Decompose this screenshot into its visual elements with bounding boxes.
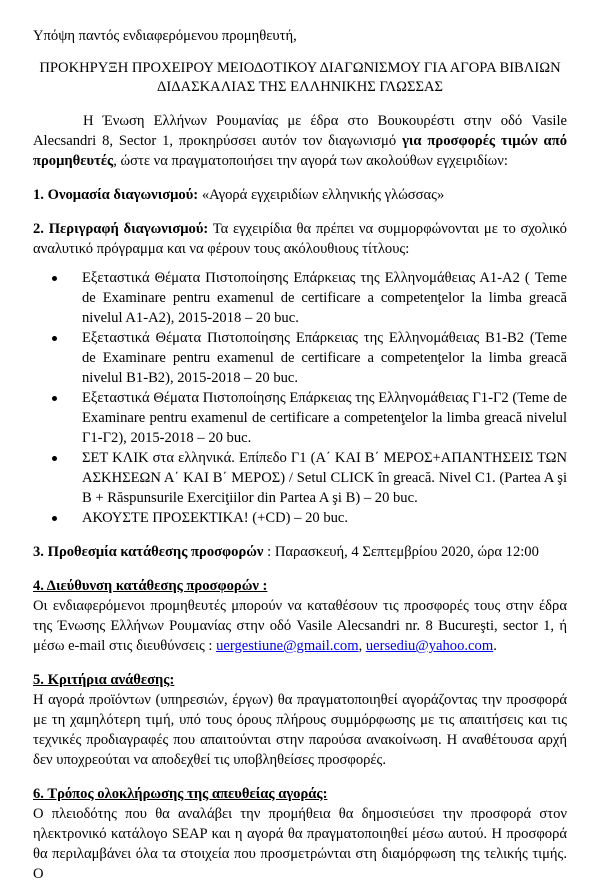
- section-6-text: Ο πλειοδότης που θα αναλάβει την προμήθεια θα δημοσιεύσει την προσφορά στον ηλεκτρονικό κατάλογο SEAP και η αγορά θα πραγματοποιηθεί μέσω αυτού. Η προσφορά θα περιλαμβάνει όλα τα στοιχεία που προσμετρώνται στη διαμόρφωση της τελικής τιμής. Ο: [33, 806, 567, 882]
- section-2: [33, 219, 567, 259]
- intro-paragraph: [33, 111, 567, 171]
- intro-text-end: , ώστε να πραγματοποιήσει την αγορά των ακολούθων εγχειριδίων:: [113, 153, 508, 169]
- title-line-1: ΠΡΟΚΗΡΥΞΗ ΠΡΟΧΕΙΡΟΥ ΜΕΙΟΔΟΤΙΚΟΥ ΔΙΑΓΩΝΙΣΜΟΥ ΓΙΑ ΑΓΟΡΑ ΒΙΒΛΙΩΝ: [39, 60, 561, 76]
- section-4-text: [33, 596, 567, 656]
- section-1-heading: 1. Ονομασία διαγωνισμού:: [33, 187, 199, 203]
- list-item-text: Εξεταστικά Θέματα Πιστοποίησης Επάρκειας της Ελληνομάθειας Γ1-Γ2 (Teme de Examinare pentru examenul de certificare a competenţelor la limba greacă nivelul Γ1-Γ2), 2015-2018 – 20 buc.: [82, 390, 567, 446]
- email-link-yahoo[interactable]: uersediu@yahoo.com: [365, 638, 494, 654]
- bullet-icon: [52, 456, 57, 461]
- email-separator: ,: [358, 638, 366, 654]
- intro-text: Η Ένωση Ελλήνων Ρουμανίας με έδρα στο Βουκουρέστι στην οδό Vasile Alecsandri 8, Sector 1, προκηρύσσει αυτόν τον διαγωνισμό: [33, 113, 567, 149]
- list-item-text: ΑΚΟΥΣΤΕ ΠΡΟΣΕΚΤΙΚΑ! (+CD) – 20 buc.: [82, 510, 349, 526]
- list-item: [33, 388, 567, 448]
- bullet-icon: [52, 396, 57, 401]
- section-4-body: Οι ενδιαφερόμενοι προμηθευτές μπορούν να καταθέσουν τις προσφορές τους στην έδρα της Ένωσης Ελλήνων Ρουμανίας στην οδό Vasile Alecsandri nr. 8 Bucureşti, sector 1, ή μέσω e-mail στις διευθύνσεις :: [33, 598, 567, 654]
- section-5-heading: [33, 670, 567, 690]
- section-3-text: : Παρασκευή, 4 Σεπτεμβρίου 2020, ώρα 12:00: [263, 544, 539, 560]
- section-3-heading: 3. Προθεσμία κατάθεσης προσφορών: [33, 544, 264, 560]
- list-item: [33, 448, 567, 508]
- email-link-gmail[interactable]: uergestiune@gmail.com: [216, 638, 359, 654]
- bullet-icon: [52, 276, 57, 281]
- bullet-icon: [52, 516, 57, 521]
- document-title: [33, 59, 567, 97]
- textbook-list: [33, 268, 567, 528]
- section-2-heading: 2. Περιγραφή διαγωνισμού:: [33, 221, 209, 237]
- section-6-heading-text: 6. Τρόπος ολοκλήρωσης της απευθείας αγοράς:: [33, 786, 328, 802]
- section-4-end: .: [493, 638, 497, 654]
- list-item: [33, 268, 567, 328]
- intro-bold-text: για προσφορές τιμών από προμηθευτές: [33, 133, 567, 169]
- list-item-text: Εξεταστικά Θέματα Πιστοποίησης Επάρκειας της Ελληνομάθειας Β1-Β2 (Teme de Examinare pentru examenul de certificare a competenţelor la limba greacă nivelul B1-B2), 2015-2018 – 20 buc.: [82, 330, 567, 386]
- section-1: [33, 185, 567, 205]
- section-4-heading: [33, 576, 567, 596]
- section-3: [33, 542, 567, 562]
- section-2-text: Τα εγχειρίδια θα πρέπει να συμμορφώνονται με το σχολικό αναλυτικό πρόγραμμα και να φέρουν τους ακόλουθιους τίτλους:: [33, 221, 567, 257]
- list-item-text: Εξεταστικά Θέματα Πιστοποίησης Επάρκειας της Ελληνομάθειας Α1-Α2 ( Teme de Examinare pentru examenul de certificare a competenţelor la limba greacă nivelul A1-A2), 2015-2018 – 20 buc.: [82, 270, 567, 326]
- section-5-heading-text: 5. Κριτήρια ανάθεσης:: [33, 672, 175, 688]
- section-5-text: Η αγορά προϊόντων (υπηρεσιών, έργων) θα πραγματοποιηθεί αγοράζοντας την προσφορά με τη χαμηλότερη τιμή, υπό τους όρους πλήρους συμμόρφωσης με τις απαιτήσεις και τις τεχνικές προδιαγραφές που απαιτούνται στην παρούσα ανακοίνωση. Η αναθέτουσα αρχή δεν υποχρεούται να αποδεχθεί τις υποβληθείσες προσφορές.: [33, 692, 567, 768]
- section-6-heading: [33, 784, 567, 804]
- section-4-heading-text: 4. Διεύθυνση κατάθεσης προσφορών :: [33, 578, 268, 594]
- title-line-2: ΔΙΔΑΣΚΑΛΙΑΣ ΤΗΣ ΕΛΛΗΝΙΚΗΣ ΓΛΩΣΣΑΣ: [156, 79, 444, 95]
- section-1-text: «Αγορά εγχειριδίων ελληνικής γλώσσας»: [198, 187, 445, 203]
- list-item: [33, 328, 567, 388]
- greeting: Υπόψη παντός ενδιαφερόμενου προμηθευτή,: [33, 28, 297, 44]
- list-item: [33, 508, 567, 528]
- list-item-text: ΣΕΤ ΚΛΙΚ στα ελληνικά. Επίπεδο Γ1 (Α΄ ΚΑΙ Β΄ ΜΕΡΟΣ+ΑΠΑΝΤΗΣΕΙΣ ΤΩΝ ΑΣΚΗΣΕΩΝ Α΄ ΚΑΙ Β΄ ΜΕΡΟΣ) / Setul CLICK în greacă. Nivel C1. (Partea A şi B + Răspunsurile Exerciţiilor din Partea A şi B) – 20 buc.: [82, 450, 567, 506]
- bullet-icon: [52, 336, 57, 341]
